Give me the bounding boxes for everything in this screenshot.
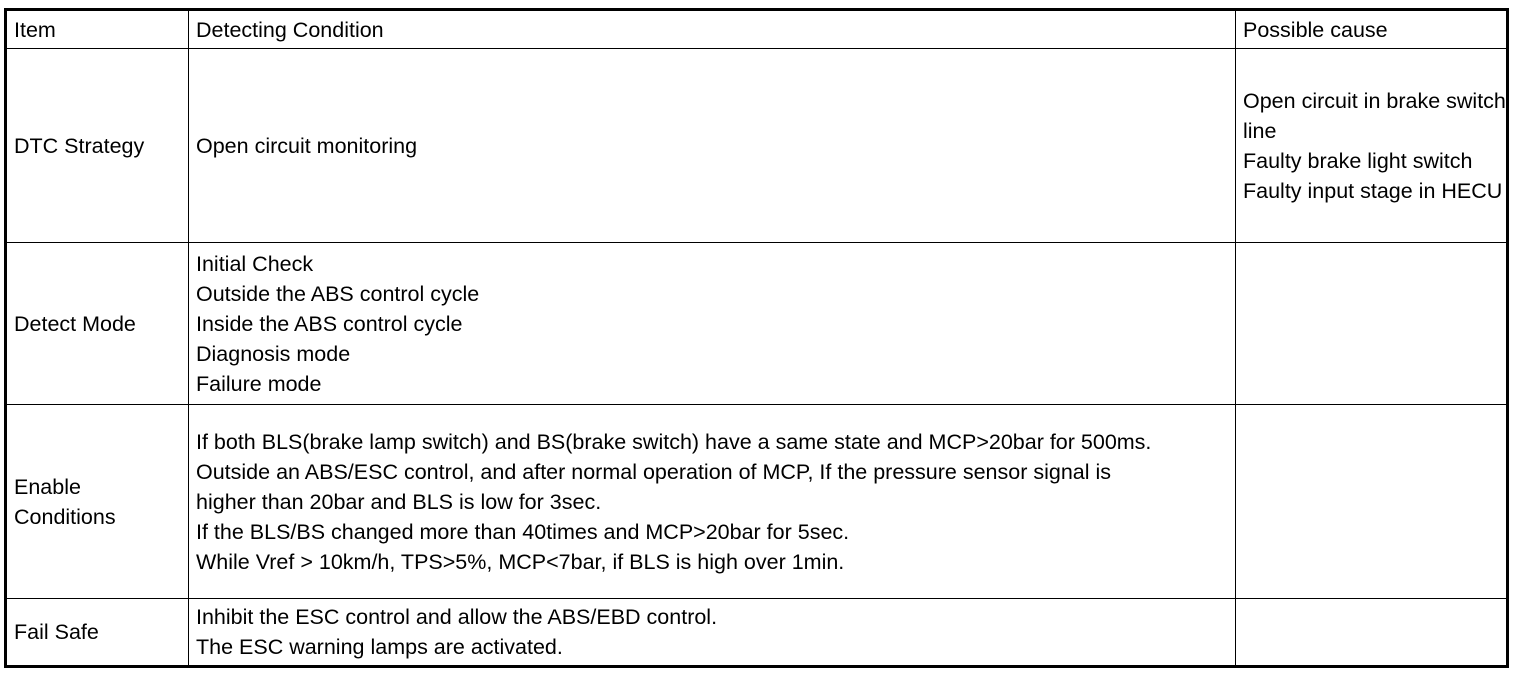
table-row [6,599,1508,667]
table-row [6,49,1508,243]
row-condition-cell [189,243,1236,405]
table-header-row [6,10,1508,49]
condition-line: Inside the ABS control cycle [196,311,463,336]
cause-line: Open circuit in brake switch line [1243,88,1506,143]
row-item-fail-safe: Fail Safe [6,599,189,667]
row-item-detect-mode: Detect Mode [6,243,189,405]
header-item: Item [6,10,189,49]
condition-line: While Vref > 10km/h, TPS>5%, MCP<7bar, if BLS is high over 1min. [196,549,845,574]
row-condition-cell [189,599,1236,667]
condition-line: Inhibit the ESC control and allow the ABS/EBD control. [196,605,718,629]
row-cause-cell [1236,243,1508,405]
table-row [6,243,1508,405]
row-item-dtc-strategy: DTC Strategy [6,49,189,243]
row-item-enable-conditions: Enable Conditions [6,405,189,599]
condition-line: Outside the ABS control cycle [196,281,480,306]
condition-line: Failure mode [196,371,322,396]
condition-line: Open circuit monitoring [196,133,418,158]
condition-line: Diagnosis mode [196,341,351,366]
condition-line: If the BLS/BS changed more than 40times and MCP>20bar for 5sec. [196,519,850,544]
table-row [6,405,1508,599]
header-possible-cause: Possible cause [1236,10,1508,49]
diagnostic-spec-table [4,8,1509,668]
condition-line: Outside an ABS/ESC control, and after normal operation of MCP, If the pressure sensor signal is higher than 20bar and BLS is low for 3sec. [196,459,1112,514]
row-condition-cell [189,405,1236,599]
condition-line: The ESC warning lamps are activated. [196,635,563,659]
header-detecting-condition: Detecting Condition [189,10,1236,49]
row-cause-cell [1236,49,1508,243]
cause-line: Faulty brake light switch [1243,148,1473,173]
row-cause-cell [1236,405,1508,599]
condition-line: Initial Check [196,251,314,276]
cause-line: Faulty input stage in HECU [1243,178,1503,203]
condition-line: If both BLS(brake lamp switch) and BS(brake switch) have a same state and MCP>20bar for 500ms. [196,429,1152,454]
row-condition-cell [189,49,1236,243]
row-cause-cell [1236,599,1508,667]
